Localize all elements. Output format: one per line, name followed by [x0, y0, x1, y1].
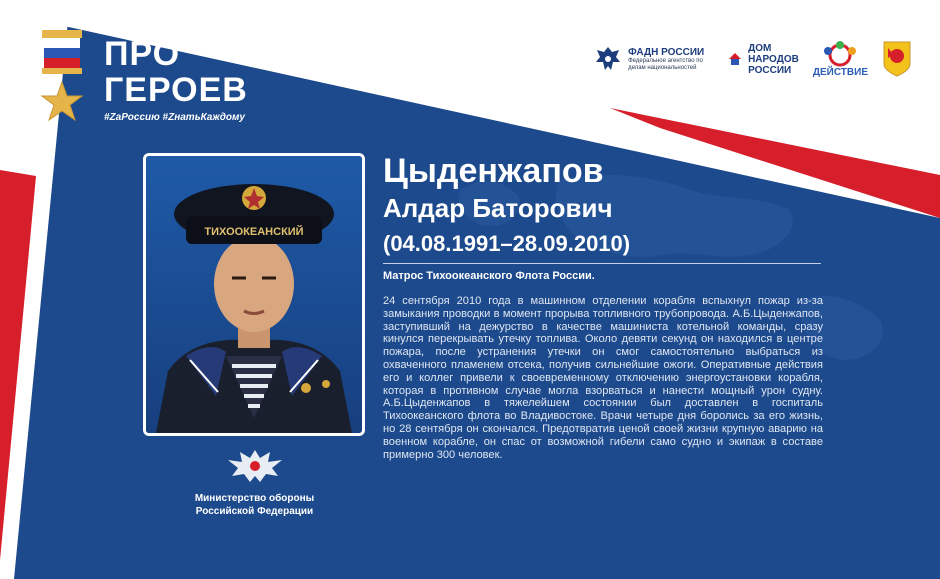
- brand-hashtags: #ZaРоссию #ZнатьКаждому: [104, 112, 245, 123]
- brand-title-line1: ПРО: [104, 35, 181, 73]
- double-headed-eagle-icon: [594, 44, 622, 74]
- ministry-eagle-emblem-icon: [226, 446, 284, 486]
- dom-line1: ДОМ: [748, 42, 772, 54]
- partner-logos: [594, 34, 912, 84]
- kirov-region-coat-of-arms-icon: [882, 40, 912, 78]
- hero-given-names: Алдар Баторович: [383, 193, 613, 223]
- sailor-portrait-illustration: [146, 156, 362, 433]
- brand-title-line2: ГЕРОЕВ: [104, 71, 248, 109]
- hero-portrait-photo: [143, 153, 365, 436]
- fadn-subtitle: Федеральное агентство по делам национальностей: [628, 57, 703, 71]
- ministry-line1: Министерство обороны: [194, 493, 315, 504]
- brand-title: [104, 36, 248, 108]
- hero-biography: 24 сентября 2010 года в машинном отделении корабля вспыхнул пожар из-за замыкания проводки в момент прорыва топливного трубопровода. А.Б.Цыденжапов, заступивший на дежурство в качестве машиниста котельной команды, сразу кинулся перекрывать утечку топлива. Около девяти секунд он находился в центре пожара, после устранения утечки он смог самостоятельно выбраться из охваченного пламенем отсека, получив сильнейшие ожоги. Оперативные действия его и коллег привели к своевременному отключению энергоустановки корабля, которая в противном случае могла взорваться и нанести мощный урон судну. А.Б.Цыденжапов в тяжелейшем состоянии был доставлен в госпиталь Тихоокеанского флота во Владивостоке. Врачи четыре дня боролись за его жизнь, но 28 сентября он скончался. Предотвратив ценой своей жизни крупную аварию на военном корабле, он спас от возможной гибели само судно и экипаж в составе примерно 300 человек.: [383, 295, 823, 461]
- dom-narodov-logo: [728, 43, 799, 76]
- fadn-name: ФАДН РОССИИ: [628, 46, 705, 58]
- cap-band-text: ТИХООКЕАНСКИЙ: [204, 226, 304, 238]
- people-circle-icon: [818, 41, 862, 67]
- hero-rank: Матрос Тихоокеанского Флота России.: [383, 270, 595, 282]
- dom-line3: РОССИИ: [748, 64, 792, 76]
- hero-name-block: [383, 152, 823, 258]
- brand-block: [40, 28, 270, 138]
- hero-surname: Цыденжапов: [383, 152, 604, 190]
- divider-line: [383, 263, 821, 264]
- hero-star-medal-icon: [40, 28, 84, 126]
- house-icon: [728, 52, 742, 66]
- hero-life-dates: (04.08.1991–28.09.2010): [383, 231, 631, 256]
- deistvie-logo: [813, 41, 868, 78]
- fadn-logo: [594, 44, 714, 74]
- ministry-line2: Российской Федерации: [195, 506, 314, 517]
- deistvie-name: ДЕЙСТВИЕ: [812, 66, 868, 78]
- ministry-of-defence-block: [187, 446, 322, 518]
- dom-line2: НАРОДОВ: [748, 53, 799, 65]
